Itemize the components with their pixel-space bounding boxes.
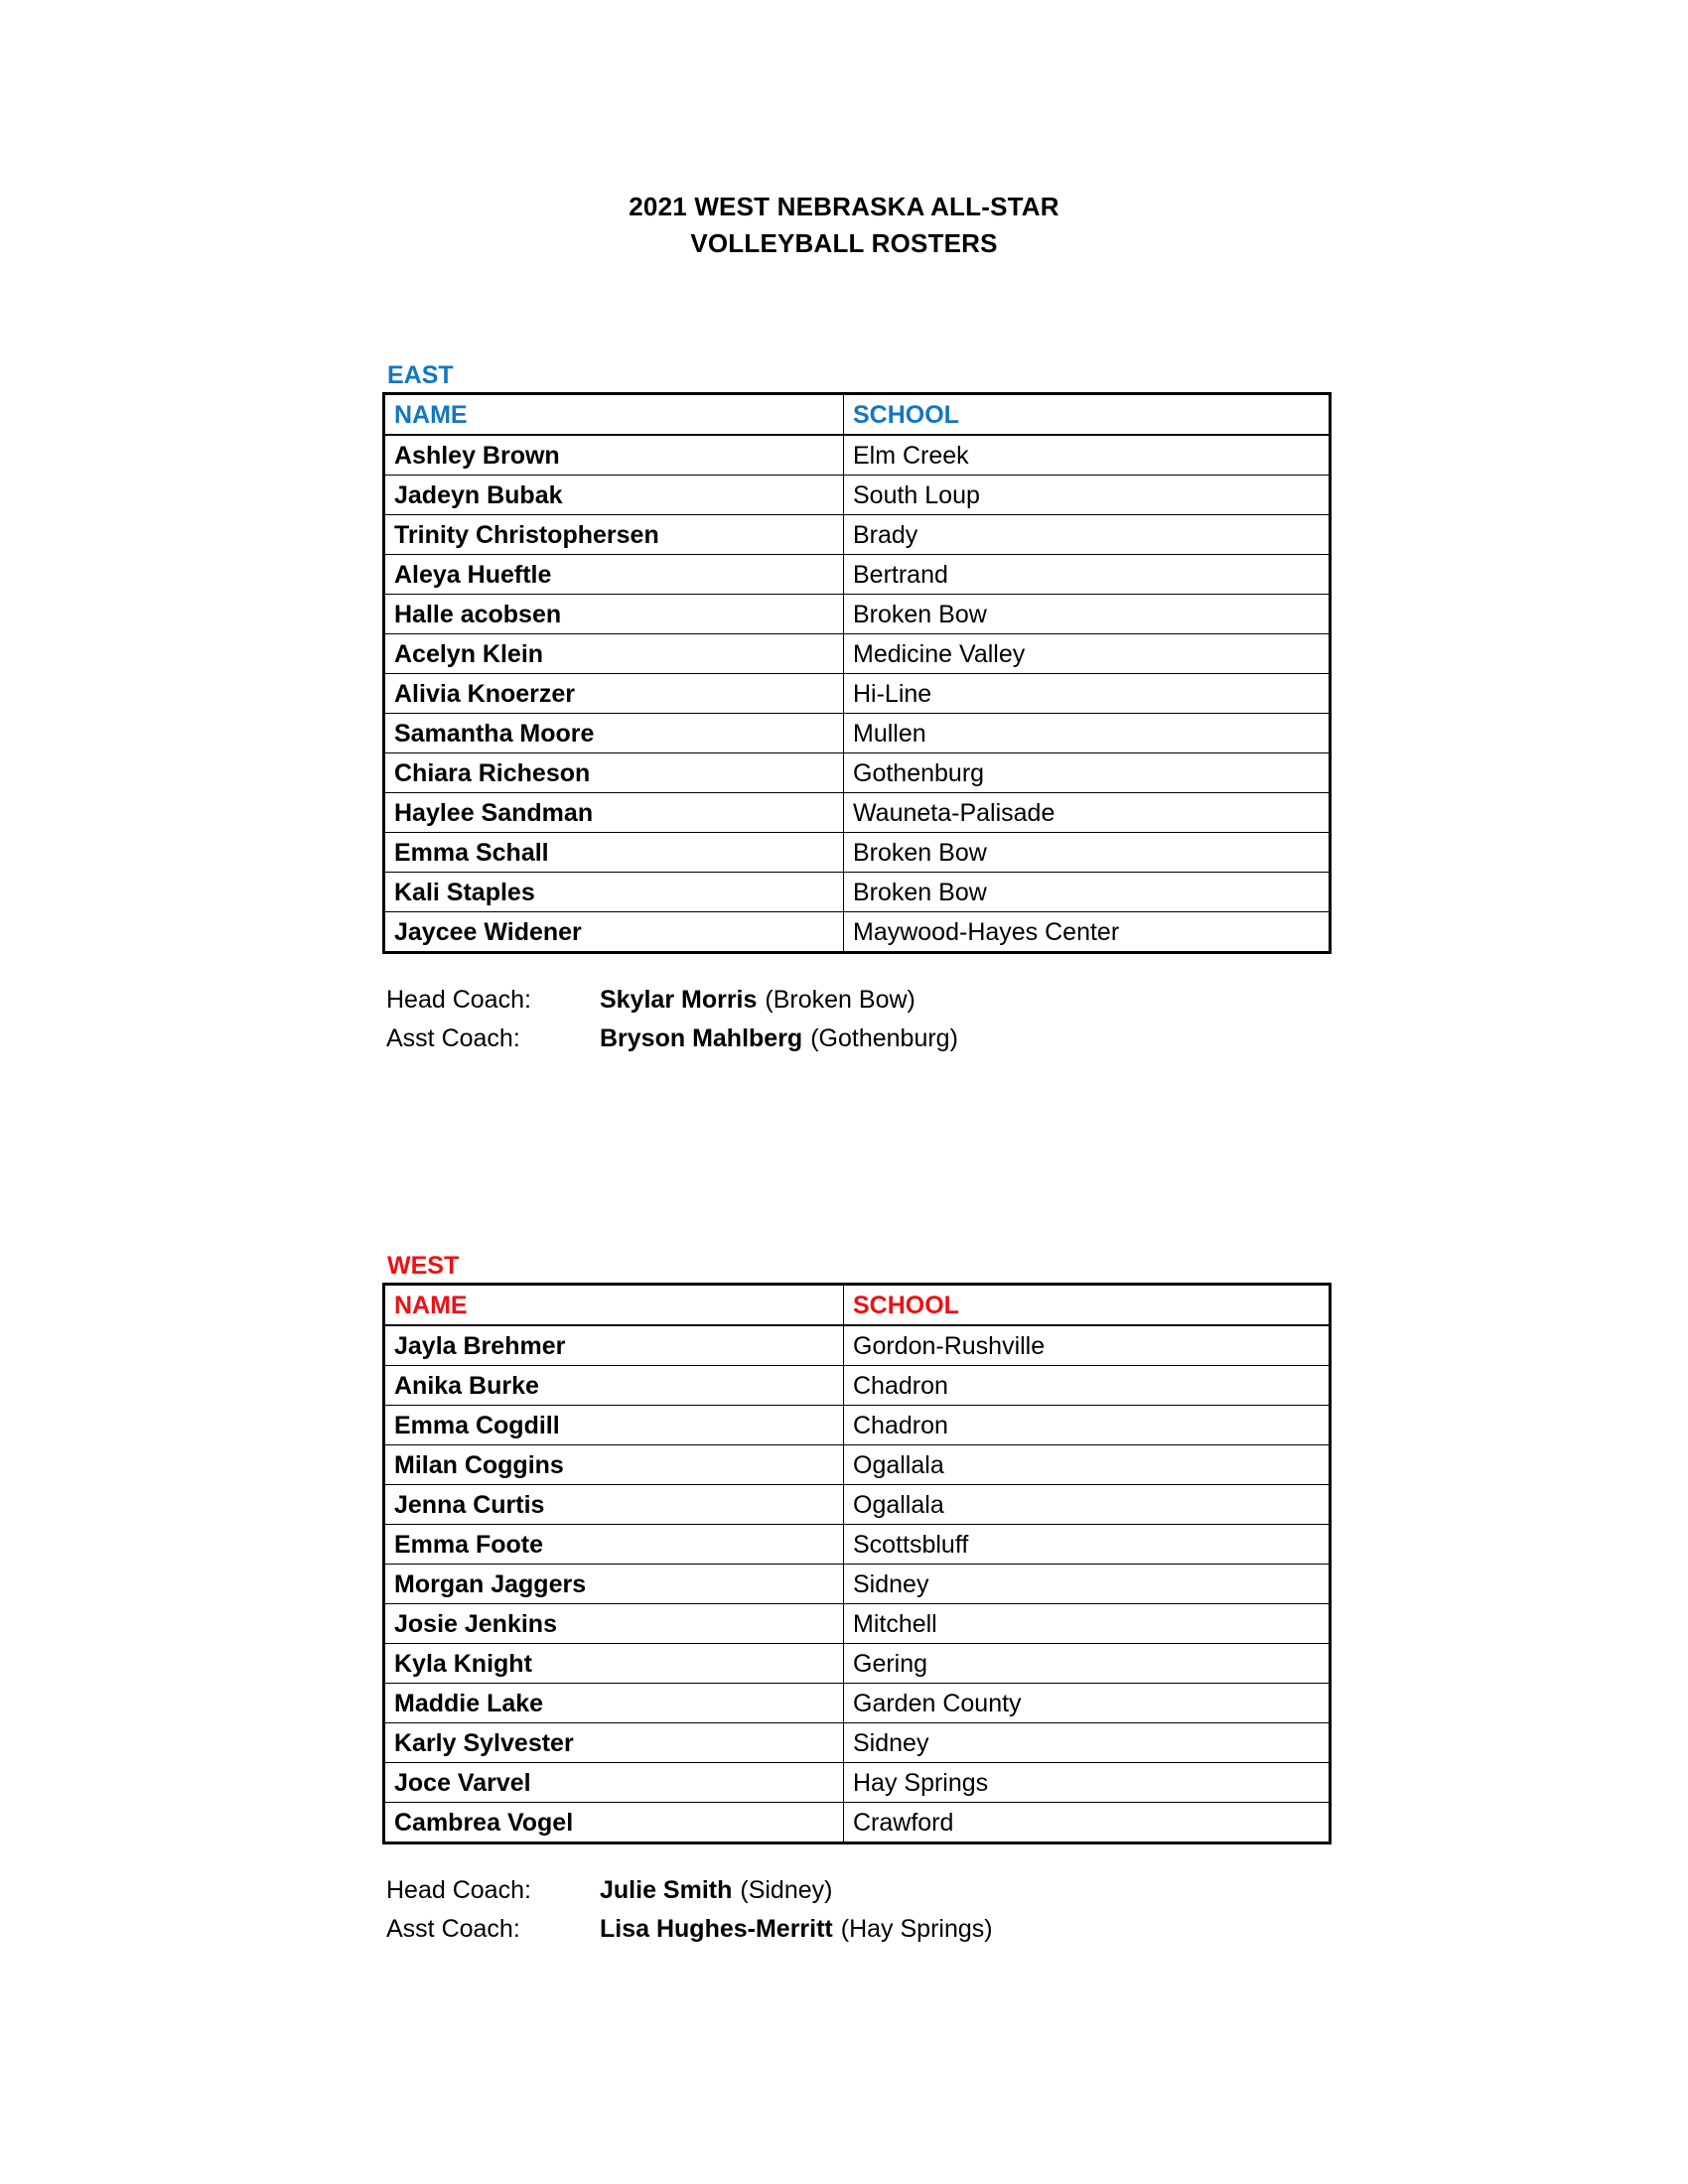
table-row (384, 753, 1331, 793)
player-name: Morgan Jaggers (384, 1565, 844, 1604)
table-row (384, 634, 1331, 674)
player-school: Broken Bow (844, 873, 1331, 912)
player-name: Jadeyn Bubak (384, 476, 844, 515)
player-school: Hi-Line (844, 674, 1331, 714)
head-coach-label: Head Coach: (386, 986, 531, 1014)
table-row (384, 1485, 1331, 1525)
table-row (384, 476, 1331, 515)
roster-table-east (382, 392, 1332, 954)
table-row (384, 1445, 1331, 1485)
table-header-row (384, 1285, 1331, 1326)
head-coach-value (600, 981, 915, 1020)
player-school: Chadron (844, 1406, 1331, 1445)
table-row (384, 515, 1331, 555)
player-name: Alivia Knoerzer (384, 674, 844, 714)
player-school: Sidney (844, 1723, 1331, 1763)
player-school: Elm Creek (844, 435, 1331, 476)
column-header-school: SCHOOL (844, 394, 1331, 436)
table-row (384, 595, 1331, 634)
player-name: Karly Sylvester (384, 1723, 844, 1763)
player-name: Anika Burke (384, 1366, 844, 1406)
table-row (384, 1366, 1331, 1406)
asst-coach-value (600, 1910, 993, 1949)
player-school: Gothenburg (844, 753, 1331, 793)
head-coach-row (386, 981, 1329, 1020)
asst-coach-school: (Gothenburg) (810, 1024, 958, 1052)
coaches-block-west (382, 1871, 1329, 1949)
asst-coach-name: Bryson Mahlberg (600, 1024, 803, 1052)
table-row (384, 793, 1331, 833)
player-school: Gordon-Rushville (844, 1325, 1331, 1366)
table-row (384, 1803, 1331, 1843)
player-name: Jenna Curtis (384, 1485, 844, 1525)
player-name: Halle acobsen (384, 595, 844, 634)
player-name: Joce Varvel (384, 1763, 844, 1803)
player-name: Emma Schall (384, 833, 844, 873)
table-row (384, 1644, 1331, 1684)
roster-body-west (384, 1325, 1331, 1843)
asst-coach-row (386, 1020, 1329, 1058)
player-name: Cambrea Vogel (384, 1803, 844, 1843)
team-label-east: EAST (387, 361, 454, 389)
asst-coach-name: Lisa Hughes-Merritt (600, 1915, 833, 1943)
player-name: Emma Foote (384, 1525, 844, 1565)
player-name: Kali Staples (384, 873, 844, 912)
asst-coach-label: Asst Coach: (386, 1915, 520, 1943)
player-school: Ogallala (844, 1445, 1331, 1485)
player-name: Aleya Hueftle (384, 555, 844, 595)
player-name: Jayla Brehmer (384, 1325, 844, 1366)
table-row (384, 1763, 1331, 1803)
roster-section-east (382, 362, 1329, 1058)
column-header-school: SCHOOL (844, 1285, 1331, 1326)
table-row (384, 833, 1331, 873)
player-school: Ogallala (844, 1485, 1331, 1525)
player-name: Jaycee Widener (384, 912, 844, 953)
player-name: Maddie Lake (384, 1684, 844, 1723)
player-school: Brady (844, 515, 1331, 555)
roster-section-west (382, 1253, 1329, 1949)
roster-body-east (384, 435, 1331, 953)
player-school: Chadron (844, 1366, 1331, 1406)
player-name: Acelyn Klein (384, 634, 844, 674)
table-row (384, 435, 1331, 476)
page-title-line-1: 2021 WEST NEBRASKA ALL-STAR (629, 192, 1059, 221)
table-row (384, 714, 1331, 753)
player-name: Milan Coggins (384, 1445, 844, 1485)
column-header-name: NAME (384, 394, 844, 436)
column-header-name: NAME (384, 1285, 844, 1326)
player-school: Medicine Valley (844, 634, 1331, 674)
table-row (384, 873, 1331, 912)
player-school: Wauneta-Palisade (844, 793, 1331, 833)
asst-coach-value (600, 1020, 958, 1058)
player-name: Chiara Richeson (384, 753, 844, 793)
player-school: Scottsbluff (844, 1525, 1331, 1565)
asst-coach-label: Asst Coach: (386, 1024, 520, 1052)
table-row (384, 1406, 1331, 1445)
player-name: Samantha Moore (384, 714, 844, 753)
player-school: Garden County (844, 1684, 1331, 1723)
coaches-block-east (382, 981, 1329, 1058)
player-name: Emma Cogdill (384, 1406, 844, 1445)
head-coach-school: (Broken Bow) (765, 986, 915, 1014)
table-row (384, 912, 1331, 953)
head-coach-name: Skylar Morris (600, 986, 758, 1014)
player-name: Ashley Brown (384, 435, 844, 476)
roster-table-west (382, 1283, 1332, 1844)
head-coach-school: (Sidney) (740, 1876, 833, 1904)
table-row (384, 1565, 1331, 1604)
head-coach-name: Julie Smith (600, 1876, 733, 1904)
asst-coach-school: (Hay Springs) (840, 1915, 993, 1943)
head-coach-row (386, 1871, 1329, 1910)
table-row (384, 1684, 1331, 1723)
head-coach-label: Head Coach: (386, 1876, 531, 1904)
table-header-row (384, 394, 1331, 436)
table-row (384, 555, 1331, 595)
player-school: Broken Bow (844, 595, 1331, 634)
table-row (384, 674, 1331, 714)
player-school: South Loup (844, 476, 1331, 515)
table-row (384, 1604, 1331, 1644)
table-row (384, 1325, 1331, 1366)
player-school: Bertrand (844, 555, 1331, 595)
asst-coach-row (386, 1910, 1329, 1949)
page-title-line-2: VOLLEYBALL ROSTERS (690, 228, 998, 258)
player-school: Maywood-Hayes Center (844, 912, 1331, 953)
team-label-west: WEST (387, 1252, 460, 1280)
player-name: Haylee Sandman (384, 793, 844, 833)
player-name: Josie Jenkins (384, 1604, 844, 1644)
table-row (384, 1525, 1331, 1565)
page-title (0, 189, 1688, 262)
player-name: Kyla Knight (384, 1644, 844, 1684)
player-school: Crawford (844, 1803, 1331, 1843)
player-school: Sidney (844, 1565, 1331, 1604)
player-school: Mullen (844, 714, 1331, 753)
player-school: Mitchell (844, 1604, 1331, 1644)
player-school: Gering (844, 1644, 1331, 1684)
player-school: Hay Springs (844, 1763, 1331, 1803)
table-row (384, 1723, 1331, 1763)
head-coach-value (600, 1871, 832, 1910)
player-school: Broken Bow (844, 833, 1331, 873)
player-name: Trinity Christophersen (384, 515, 844, 555)
